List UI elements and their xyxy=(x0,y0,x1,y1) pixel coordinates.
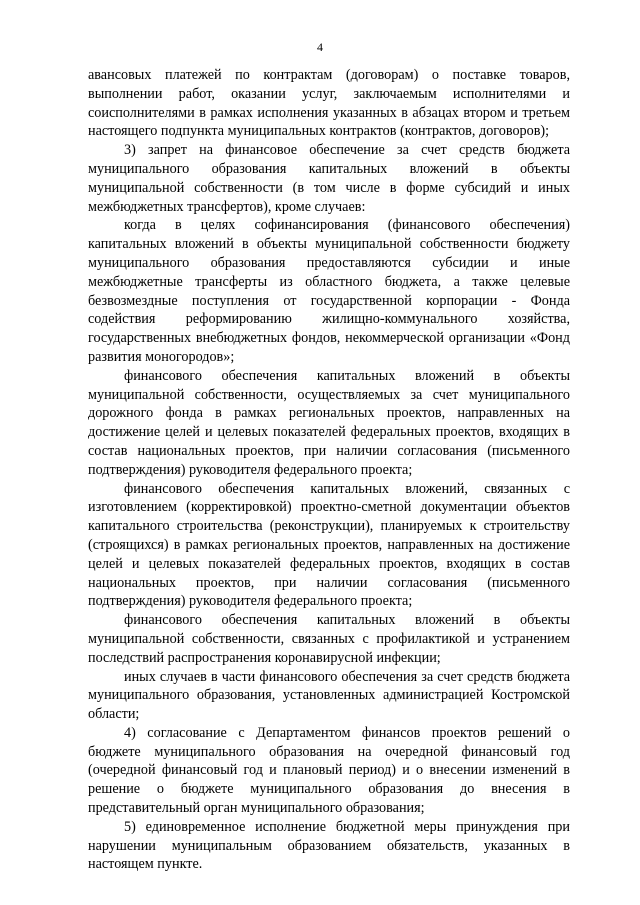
paragraph-8: 4) согласование с Департаментом финансов проектов решений о бюджете муниципального образования на очередной финансовый год (очередной финансовый год и плановый период) и о внесении изменений в решение о бюджете муниципального образования до внесения в представительный орган муниципального образования; xyxy=(88,724,570,817)
paragraph-1: авансовых платежей по контрактам (договорам) о поставке товаров, выполнении работ, оказании услуг, заключаемым исполнителями и соисполнителями в рамках исполнения указанных в абзацах втором и третьем настоящего подпункта муниципальных контрактов (контрактов, договоров); xyxy=(88,67,570,140)
paragraph-5: финансового обеспечения капитальных вложений, связанных с изготовлением (корректировкой) проектно-сметной документации объектов капитального строительства (реконструкции), планируемых к строительству (строящихся) в рамках региональных проектов, направленных на достижение целей и целевых показателей федеральных проектов, входящих в состав национальных проектов, при наличии согласования (письменного подтверждения) руководителя федерального проекта; xyxy=(88,480,570,610)
paragraph-4: финансового обеспечения капитальных вложений в объекты муниципальной собственности, осуществляемых за счет муниципального дорожного фонда в рамках региональных проектов, направленных на достижение целей и целевых показателей федеральных проектов, входящих в состав национальных проектов, при наличии согласования (письменного подтверждения) руководителя федерального проекта; xyxy=(88,367,570,478)
paragraph-3: когда в целях софинансирования (финансового обеспечения) капитальных вложений в объекты муниципальной собственности бюджету муниципального образования предоставляются субсидии и иные межбюджетные трансферты из областного бюджета, а также целевые безвозмездные поступления от государственной корпорации - Фонда содействия реформированию жилищно-коммунального хозяйства, государственных внебюджетных фондов, некоммерческой организации «Фонд развития моногородов»; xyxy=(88,217,570,365)
paragraph-2: 3) запрет на финансовое обеспечение за счет средств бюджета муниципального образования капитальных вложений в объекты муниципальной собственности (в том числе в форме субсидий и иных межбюджетных трансфертов), кроме случаев: xyxy=(88,142,570,215)
paragraph-9: 5) единовременное исполнение бюджетной меры принуждения при нарушении муниципальным образованием обязательств, указанных в настоящем пункте. xyxy=(88,818,570,873)
page-number: 4 xyxy=(317,40,323,54)
paragraph-6: финансового обеспечения капитальных вложений в объекты муниципальной собственности, связанных с профилактикой и устранением последствий распространения коронавирусной инфекции; xyxy=(88,612,570,666)
paragraph-7: иных случаев в части финансового обеспечения за счет средств бюджета муниципального образования, установленных администрацией Костромской области; xyxy=(88,668,570,723)
document-body xyxy=(88,66,570,874)
